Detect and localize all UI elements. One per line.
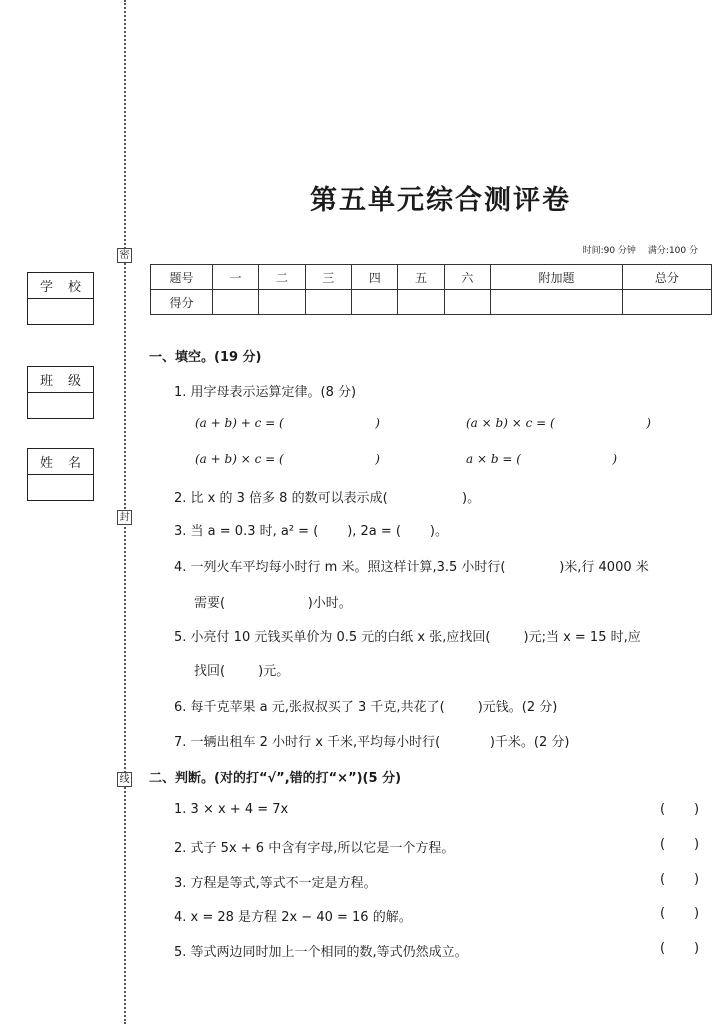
section-2-heading: 二、判断。(对的打“√”,错的打“×”)(5 分) <box>149 771 402 786</box>
score-cell[interactable] <box>213 290 259 315</box>
question-1-4b: 需要( )小时。 <box>194 596 352 611</box>
name-field <box>27 448 94 501</box>
section-1-heading: 一、填空。(19 分) <box>149 350 262 365</box>
question-1-1: 1. 用字母表示运算定律。(8 分) <box>174 385 357 400</box>
header-cell: 二 <box>259 265 305 290</box>
header-cell: 总分 <box>622 265 711 290</box>
page-title: 第五单元综合测评卷 <box>310 185 571 216</box>
judge-item-5: 5. 等式两边同时加上一个相同的数,等式仍然成立。 <box>174 945 468 960</box>
question-1-6: 6. 每千克苹果 a 元,张叔叔买了 3 千克,共花了( )元钱。(2 分) <box>174 700 558 715</box>
question-1-4a: 4. 一列火车平均每小时行 m 米。照这样计算,3.5 小时行( )米,行 4000 米 <box>174 560 649 575</box>
question-1-5b: 找回( )元。 <box>194 664 290 679</box>
header-cell: 六 <box>444 265 490 290</box>
score-cell[interactable] <box>305 290 351 315</box>
formula-commutative: a × b = ( ) <box>466 452 618 466</box>
score-cell[interactable] <box>398 290 444 315</box>
score-cell[interactable] <box>444 290 490 315</box>
judge-item-3: 3. 方程是等式,等式不一定是方程。 <box>174 876 377 891</box>
time-limit: 时间:90 分钟 <box>582 246 636 256</box>
school-label-a: 学 <box>40 280 54 295</box>
class-label-a: 班 <box>40 374 54 389</box>
class-label <box>28 367 93 393</box>
school-field <box>27 272 94 325</box>
judge-answer-1[interactable]: ( ) <box>660 802 700 817</box>
score-table <box>150 264 712 315</box>
class-label-b: 级 <box>67 374 81 389</box>
question-1-7: 7. 一辆出租车 2 小时行 x 千米,平均每小时行( )千米。(2 分) <box>174 735 570 750</box>
name-label <box>28 449 93 475</box>
score-table-header-row <box>151 265 712 290</box>
full-score: 满分:100 分 <box>647 246 698 256</box>
exam-meta <box>583 243 698 256</box>
score-cell[interactable] <box>622 290 711 315</box>
judge-item-2: 2. 式子 5x + 6 中含有字母,所以它是一个方程。 <box>174 841 455 856</box>
school-label <box>28 273 93 299</box>
formula-distributive: (a + b) × c = ( ) <box>195 452 380 466</box>
class-input[interactable] <box>28 393 93 419</box>
judge-answer-5[interactable]: ( ) <box>660 941 700 956</box>
name-label-b: 名 <box>67 456 81 471</box>
formula-add-assoc: (a + b) + c = ( ) <box>195 416 380 430</box>
seal-mi: 密 <box>117 248 132 263</box>
seal-feng: 封 <box>117 510 132 525</box>
score-table-score-row <box>151 290 712 315</box>
question-1-5a: 5. 小亮付 10 元钱买单价为 0.5 元的白纸 x 张,应找回( )元;当 x = 15 时,应 <box>174 630 641 645</box>
school-input[interactable] <box>28 299 93 325</box>
class-field <box>27 366 94 419</box>
header-cell: 附加题 <box>491 265 623 290</box>
judge-item-4: 4. x = 28 是方程 2x − 40 = 16 的解。 <box>174 910 412 925</box>
judge-item-1: 1. 3 × x + 4 = 7x <box>174 802 289 817</box>
judge-answer-4[interactable]: ( ) <box>660 906 700 921</box>
judge-answer-3[interactable]: ( ) <box>660 872 700 887</box>
score-cell[interactable] <box>491 290 623 315</box>
question-1-3: 3. 当 a = 0.3 时, a² = ( ), 2a = ( )。 <box>174 524 448 539</box>
school-label-b: 校 <box>67 280 81 295</box>
score-cell[interactable] <box>352 290 398 315</box>
name-label-a: 姓 <box>40 456 54 471</box>
formula-mul-assoc: (a × b) × c = ( ) <box>466 416 651 430</box>
seal-xian: 线 <box>117 772 132 787</box>
score-label-cell: 得分 <box>151 290 213 315</box>
question-1-2: 2. 比 x 的 3 倍多 8 的数可以表示成( )。 <box>174 491 481 506</box>
header-cell: 四 <box>352 265 398 290</box>
name-input[interactable] <box>28 475 93 501</box>
judge-answer-2[interactable]: ( ) <box>660 837 700 852</box>
header-cell: 三 <box>305 265 351 290</box>
header-cell: 一 <box>213 265 259 290</box>
header-cell: 五 <box>398 265 444 290</box>
header-cell: 题号 <box>151 265 213 290</box>
score-cell[interactable] <box>259 290 305 315</box>
